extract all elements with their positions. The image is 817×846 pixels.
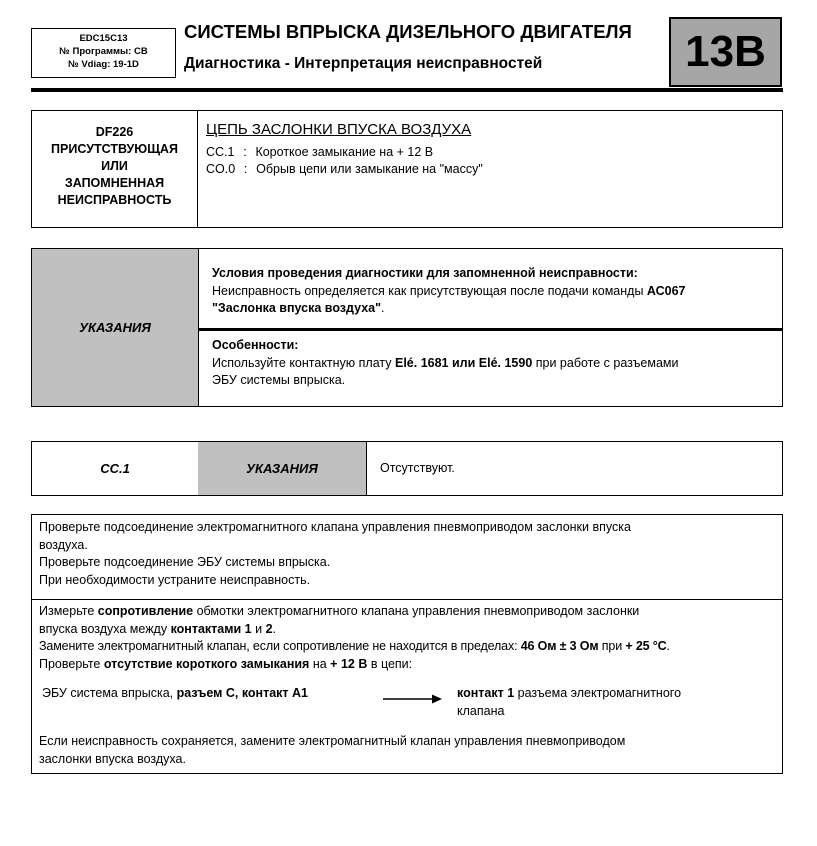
notes-label: УКАЗАНИЯ [32,249,199,406]
special-text-end: ЭБУ системы впрыска. [212,373,346,387]
fault-status-line: НЕИСПРАВНОСТЬ [57,193,172,207]
fault-code: DF226 [95,125,134,139]
measure-line: Измерьте сопротивление обмотки электромагнитного клапана управления пневмоприводом заслонки [39,604,640,618]
special-title: Особенности: [212,338,299,352]
vdiag-number: № Vdiag: 19-1D [68,59,139,70]
conditions-title: Условия проведения диагностики для запомненной неисправности: [212,266,638,280]
header-divider [31,88,783,92]
fault-state-text: Короткое замыкание на + 12 В [255,145,434,159]
special-text: Используйте контактную плату Elé. 1681 или Elé. 1590 при работе с разъемами [212,355,679,370]
fault-state-row [206,162,483,176]
fault-state-code: CO.0 [206,162,236,176]
final-line: Если неисправность сохраняется, замените электромагнитный клапан управления пневмоприводом [39,734,626,748]
command-code: АС067 [646,283,686,298]
final-instruction [39,733,779,768]
check-line: Проверьте подсоединение ЭБУ системы впрыска. [39,555,331,569]
notes-block [31,248,783,407]
special-notes [212,337,777,390]
resistance-spec: Замените электромагнитный клапан, если сопротивление не находится в пределах: 46 Ом ± 3 Ом при + 25 °С. [39,639,670,653]
fault-status-line: ИЛИ [101,159,128,173]
cc1-row [31,441,783,496]
circuit-from: ЭБУ система впрыска, разъем С, контакт А1 [42,686,309,700]
measure-line: Проверьте отсутствие короткого замыкания на + 12 В в цепи: [39,656,413,671]
page-subtitle: Диагностика - Интерпретация неисправностей [184,55,543,72]
checks-divider [32,599,782,600]
diagnostic-conditions [212,265,777,318]
program-number: № Программы: СВ [59,46,148,57]
page-title: СИСТЕМЫ ВПРЫСКА ДИЗЕЛЬНОГО ДВИГАТЕЛЯ [184,21,632,42]
fault-title: ЦЕПЬ ЗАСЛОНКИ ВПУСКА ВОЗДУХА [206,121,472,138]
conditions-command-name: "Заслонка впуска воздуха". [212,301,385,315]
resistance-value: 46 Ом ± 3 Ом [520,639,599,653]
cc1-code: CC.1 [32,442,199,495]
circuit-to: контакт 1 разъема электромагнитного клапана [457,686,682,718]
fault-status-line: ПРИСУТСТВУЮЩАЯ [51,142,178,156]
checks-block [31,514,783,774]
temperature-value: + 25 °С [625,639,667,653]
contact-plates: Elé. 1681 или Elé. 1590 [394,355,533,370]
fault-state-row [206,145,433,159]
fault-state-text: Обрыв цепи или замыкание на "массу" [256,162,483,176]
fault-state-sep: : [243,162,248,176]
section-code-badge: 13B [669,17,782,87]
cc1-notes-label: УКАЗАНИЯ [198,442,367,495]
connection-checks [39,519,779,589]
ecu-model: EDC15C13 [79,33,128,44]
document-info-box [31,28,176,78]
conditions-text: Неисправность определяется как присутствующая после подачи команды АС067 [212,283,686,298]
fault-block [31,110,783,228]
fault-code-cell [32,111,198,227]
measure-line: впуска воздуха между контактами 1 и 2. [39,621,276,636]
measurement-instructions [39,603,779,673]
fault-state-sep: : [243,145,247,159]
check-line: При необходимости устраните неисправность. [39,572,311,587]
cc1-notes-value: Отсутствуют. [380,461,455,475]
check-line: Проверьте подсоединение электромагнитного клапана управления пневмоприводом заслонки впуска [39,520,631,534]
arrow-right-icon [383,693,443,705]
notes-divider [198,328,783,331]
fault-status-line: ЗАПОМНЕННАЯ [64,176,165,190]
fault-state-code: CC.1 [206,145,235,159]
check-line: воздуха. [39,537,88,552]
final-line: заслонки впуска воздуха. [39,751,186,766]
